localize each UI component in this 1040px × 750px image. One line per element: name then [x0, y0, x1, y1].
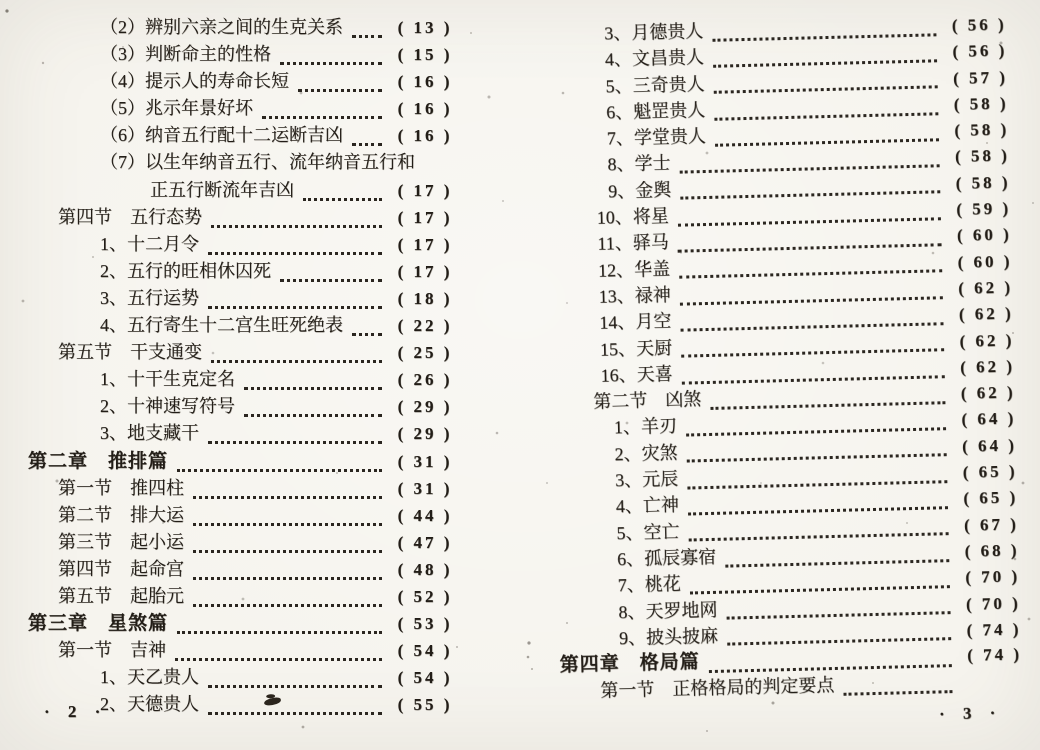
toc-entry-label: 13、禄神 — [598, 284, 671, 307]
toc-page-number: ( 17 ) — [397, 207, 453, 227]
toc-entry-label: 第一节 吉神 — [58, 640, 166, 661]
toc-page-number: ( 65 ) — [962, 461, 1018, 482]
toc-page-number: ( 47 ) — [397, 532, 453, 552]
toc-entry-label: 第四章 格局篇 — [559, 651, 700, 676]
toc-entry-label: 1、天乙贵人 — [100, 667, 199, 688]
toc-page-number: ( 56 ) — [951, 14, 1007, 35]
toc-page-number: ( 13 ) — [397, 18, 453, 37]
toc-line — [28, 366, 464, 393]
dotted-leader — [177, 621, 382, 634]
page-number-left: · 2 · — [44, 702, 108, 721]
toc-entry-label: 2、天德贵人 — [100, 694, 199, 715]
dotted-leader — [193, 567, 382, 580]
toc-entry-label: 4、五行寄生十二宫生旺死绝表 — [100, 315, 343, 336]
toc-line — [28, 258, 464, 285]
toc-entry-label: 12、华盖 — [597, 258, 671, 281]
dotted-leader — [280, 52, 382, 65]
toc-line — [28, 502, 464, 529]
toc-line — [28, 664, 464, 691]
toc-entry-label: 15、天厨 — [599, 337, 673, 360]
toc-page-number: ( 58 ) — [954, 119, 1010, 141]
toc-line — [28, 583, 464, 610]
toc-entry-label: 11、驿马 — [597, 232, 670, 255]
dotted-leader — [303, 188, 382, 201]
toc-page-number: ( 22 ) — [397, 316, 453, 336]
toc-page-number: ( 60 ) — [956, 224, 1012, 246]
toc-entry-label: 8、天罗地网 — [618, 599, 718, 622]
toc-entry-label: 9、披头披麻 — [618, 625, 719, 649]
toc-entry-label: 1、羊刃 — [613, 416, 678, 438]
dotted-leader — [298, 79, 382, 92]
dotted-leader — [208, 675, 382, 688]
toc-page-number: ( 58 ) — [954, 146, 1011, 167]
toc-entry-label: 5、三奇贵人 — [605, 73, 705, 97]
toc-entry-label: 第三节 起小运 — [58, 531, 184, 552]
dotted-leader — [208, 296, 382, 309]
toc-page-number: ( 62 ) — [959, 330, 1015, 351]
dotted-leader — [352, 133, 382, 146]
page-number-right: · 3 · — [938, 702, 1003, 724]
toc-entry-label: 第三章 星煞篇 — [28, 613, 169, 635]
toc-page-number: ( 15 ) — [397, 45, 453, 65]
toc-page-number: ( 17 ) — [397, 180, 453, 200]
toc-line — [28, 285, 464, 312]
dotted-leader — [211, 215, 382, 228]
toc-line — [28, 177, 464, 204]
toc-line — [28, 556, 464, 583]
toc-entry-label: 3、月德贵人 — [604, 21, 704, 44]
toc-entry-label: （7）以生年纳音五行、流年纳音五行和 — [100, 152, 415, 173]
toc-page-number: ( 62 ) — [958, 303, 1014, 325]
dotted-leader — [244, 404, 382, 417]
toc-entry-label: 4、亡神 — [615, 495, 680, 517]
toc-line — [28, 448, 464, 475]
toc-entry-label: （3）判断命主的性格 — [100, 44, 271, 65]
toc-entry-label: 第四节 起命宫 — [58, 558, 184, 579]
toc-entry-label: 3、五行运势 — [100, 287, 199, 308]
toc-entry-label: 1、十二月令 — [100, 233, 199, 254]
dotted-leader — [352, 323, 382, 336]
toc-entry-label: 16、天喜 — [600, 363, 673, 386]
toc-page-number: ( 44 ) — [397, 505, 453, 525]
toc-entry-label: 第四节 五行态势 — [58, 206, 202, 227]
toc-line — [28, 610, 464, 637]
toc-page-number: ( 56 ) — [952, 40, 1008, 62]
toc-entry-label: 1、十干生克定名 — [100, 369, 235, 390]
toc-page-number: ( 65 ) — [963, 487, 1019, 509]
toc-page-number: ( 16 ) — [397, 99, 453, 119]
toc-page-number: ( 62 ) — [957, 277, 1014, 298]
toc-page-number: ( 64 ) — [961, 435, 1018, 456]
toc-page-number: ( 17 ) — [397, 261, 453, 281]
toc-line — [28, 475, 464, 502]
toc-page-number — [956, 687, 1034, 689]
toc-entry-label: 14、月空 — [599, 311, 672, 333]
toc-line — [28, 68, 464, 95]
toc-line — [28, 95, 464, 122]
toc-line — [28, 149, 464, 176]
toc-line — [28, 231, 464, 258]
dotted-leader — [193, 486, 382, 499]
toc-line — [28, 122, 464, 149]
toc-line — [28, 420, 464, 447]
dotted-leader — [352, 25, 382, 38]
toc-page-number: ( 54 ) — [397, 641, 453, 661]
toc-page-number: ( 60 ) — [957, 251, 1013, 272]
toc-page-number: ( 64 ) — [961, 408, 1017, 430]
dotted-leader — [177, 459, 382, 472]
toc-entry-label: 2、十神速写符号 — [100, 396, 235, 417]
toc-line — [28, 529, 464, 556]
toc-entry-label: 8、学士 — [607, 153, 671, 175]
dotted-leader — [208, 431, 382, 444]
toc-page-number: ( 29 ) — [397, 424, 453, 444]
toc-entry-label: 第五节 起胎元 — [58, 585, 184, 606]
toc-page-number: ( 52 ) — [397, 586, 453, 606]
toc-page-number: ( 25 ) — [397, 343, 453, 363]
toc-entry-label: 第二章 推排篇 — [28, 450, 169, 472]
toc-entry-label: 4、文昌贵人 — [604, 47, 705, 70]
toc-page-left — [28, 14, 464, 721]
dotted-leader — [208, 702, 382, 715]
toc-entry-label: （6）纳音五行配十二运断吉凶 — [100, 125, 343, 146]
toc-page-number: ( 58 ) — [955, 172, 1011, 193]
toc-page-number: ( 70 ) — [965, 566, 1021, 588]
toc-line — [28, 312, 464, 339]
toc-entry-label: 10、将星 — [596, 205, 670, 228]
toc-entry-label: 2、灾煞 — [614, 442, 678, 465]
toc-entry-label: 第一节 正格格局的判定要点 — [600, 675, 835, 702]
toc-page-number: ( 62 ) — [959, 356, 1016, 377]
toc-page-number: ( 53 ) — [397, 614, 453, 634]
toc-line — [28, 41, 464, 68]
dotted-leader — [211, 350, 382, 363]
toc-entries-left — [28, 14, 464, 718]
toc-entry-label: 第二节 排大运 — [58, 504, 184, 525]
toc-page-number: ( 18 ) — [397, 288, 453, 308]
toc-line — [28, 637, 464, 664]
scan-noise — [0, 0, 2, 2]
toc-page-number: ( 16 ) — [397, 126, 453, 146]
toc-entry-label: 2、五行的旺相休囚死 — [100, 260, 271, 281]
toc-page-number: ( 58 ) — [953, 93, 1009, 114]
toc-entry-label: 3、地支藏干 — [100, 423, 199, 444]
toc-page-number: ( 57 ) — [952, 67, 1009, 88]
dotted-leader — [175, 648, 382, 661]
dotted-leader — [193, 594, 382, 607]
toc-entry-label: 第五节 干支通变 — [58, 342, 202, 363]
toc-entry-label: 6、魁罡贵人 — [605, 99, 706, 123]
dotted-leader — [193, 540, 382, 553]
toc-page-number: ( 26 ) — [397, 370, 453, 390]
toc-line — [28, 14, 464, 41]
toc-page-number: ( 54 ) — [397, 668, 453, 688]
toc-page-number: ( 31 ) — [397, 478, 453, 498]
toc-entry-label: 6、孤辰寡宿 — [616, 546, 717, 570]
toc-entry-label: 5、空亡 — [616, 521, 680, 543]
toc-entry-label: 第一节 推四柱 — [58, 477, 184, 498]
toc-line — [28, 339, 464, 366]
dotted-leader — [193, 513, 382, 526]
toc-entry-label: 第二节 凶煞 — [593, 389, 702, 412]
dotted-leader — [262, 106, 382, 119]
toc-entry-label: 正五行断流年吉凶 — [150, 179, 294, 200]
toc-entry-label: 7、学堂贵人 — [606, 126, 707, 149]
toc-entry-label: 9、金舆 — [607, 179, 672, 202]
toc-page-number: ( 74 ) — [966, 644, 1023, 665]
toc-page-number: ( 29 ) — [397, 397, 453, 417]
toc-page-number: ( 31 ) — [397, 451, 453, 471]
dotted-leader — [208, 242, 382, 255]
toc-page-number: ( 16 ) — [397, 72, 453, 92]
toc-entry-label: 3、元辰 — [614, 468, 679, 491]
toc-page-number: ( 67 ) — [963, 514, 1020, 535]
toc-entry-label: （2）辨别六亲之间的生克关系 — [100, 17, 343, 37]
toc-line — [28, 204, 464, 231]
toc-page-right — [540, 10, 1035, 724]
toc-entry-label: 7、桃花 — [617, 573, 682, 596]
toc-page-number: ( 55 ) — [397, 695, 453, 715]
toc-page-number: ( 62 ) — [960, 382, 1016, 403]
toc-entries-right — [540, 10, 1035, 705]
toc-entry-label: （4）提示人的寿命长短 — [100, 71, 289, 92]
toc-entry-label: （5）兆示年景好坏 — [100, 98, 253, 119]
toc-page-number: ( 70 ) — [965, 592, 1021, 614]
toc-line — [28, 393, 464, 420]
dotted-leader — [280, 269, 382, 282]
toc-page-number: ( 68 ) — [964, 540, 1020, 561]
toc-page-number: ( 48 ) — [397, 559, 453, 579]
toc-page-number: ( 74 ) — [966, 619, 1022, 640]
toc-page-number: ( 17 ) — [397, 234, 453, 254]
toc-page-number: ( 59 ) — [956, 198, 1012, 219]
dotted-leader — [843, 680, 952, 696]
dotted-leader — [244, 377, 382, 390]
